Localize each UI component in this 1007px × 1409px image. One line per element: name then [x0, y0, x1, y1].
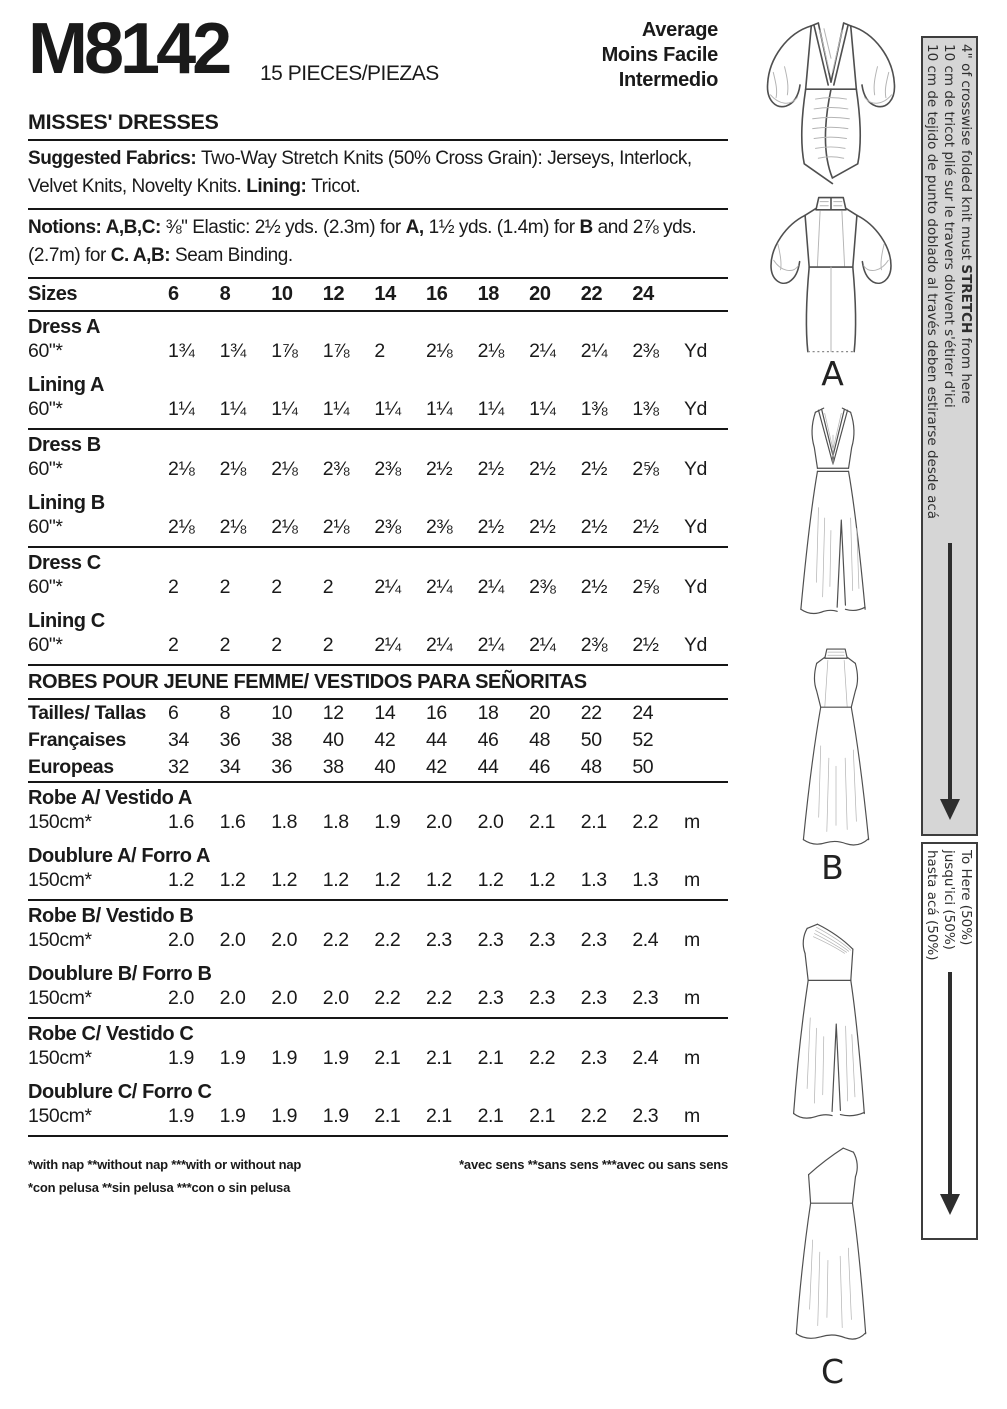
stretch-line-fr: 10 cm de tricot plié sur le travers doivent s'étirer d'ici — [940, 44, 957, 408]
table-cell: 42 — [374, 729, 396, 751]
table-cell: 2.0 — [168, 987, 194, 1009]
table-cell: 6 — [168, 283, 179, 305]
table-cell: 2 — [168, 634, 179, 656]
table-cell: 16 — [425, 702, 447, 724]
garment-name: Doublure B/ Forro B — [28, 963, 212, 985]
table-cell: 2¼ — [425, 634, 453, 656]
table-cell: 2½ — [632, 516, 659, 538]
table-cell: 2.3 — [632, 1105, 659, 1127]
table-cell: 2.1 — [425, 1047, 452, 1069]
table-cell: 2¼ — [580, 340, 608, 362]
table-cell: 2.3 — [529, 929, 556, 951]
table-cell: 2⅛ — [219, 458, 246, 480]
table-cell: 2.2 — [632, 811, 659, 833]
row-label: Sizes — [28, 283, 78, 305]
dress-c-back-illustration — [784, 1142, 878, 1346]
yardage-table — [28, 277, 728, 666]
table-cell: 48 — [580, 756, 602, 778]
table-cell: 1.2 — [271, 869, 298, 891]
garment-name: Robe C/ Vestido C — [28, 1023, 194, 1045]
table-cell: 2½ — [529, 458, 556, 480]
row-label: 60"* — [28, 634, 63, 656]
metric-section-title: ROBES POUR JEUNE FEMME/ VESTIDOS PARA SEÑORITAS — [28, 666, 728, 700]
header — [28, 9, 728, 108]
table-cell: 40 — [374, 756, 396, 778]
table-cell: 50 — [580, 729, 602, 751]
table-row — [28, 339, 728, 370]
row-label: Françaises — [28, 729, 126, 751]
pattern-number: M8142 — [28, 9, 229, 89]
garment-name: Dress C — [28, 552, 101, 574]
table-cell: 2.0 — [271, 929, 298, 951]
row-label: Tailles/ Tallas — [28, 702, 146, 724]
table-cell: 1.8 — [271, 811, 298, 833]
table-cell: 20 — [529, 283, 551, 305]
table-row — [28, 810, 728, 841]
row-label: 150cm* — [28, 1105, 92, 1127]
unit-cell: Yd — [683, 398, 707, 420]
table-cell: 20 — [529, 702, 551, 724]
yardage-group — [28, 901, 728, 1019]
table-cell: 2⅛ — [168, 516, 195, 538]
table-cell: 1.8 — [322, 811, 349, 833]
stretch-line-en: 4" of crosswise folded knit must STRETCH from here — [958, 44, 974, 404]
table-cell: 50 — [632, 756, 654, 778]
table-cell: 2⅜ — [529, 576, 556, 598]
dress-b-back-illustration — [790, 644, 882, 858]
table-cell: 2 — [374, 340, 385, 362]
table-cell: 2⅛ — [477, 340, 504, 362]
unit-cell: Yd — [683, 576, 707, 598]
table-cell: 2½ — [425, 458, 453, 480]
table-row — [28, 1046, 728, 1077]
table-cell: 2.2 — [374, 929, 401, 951]
table-cell: 2½ — [580, 576, 608, 598]
unit-cell: m — [683, 987, 700, 1009]
table-cell: 1¼ — [477, 398, 504, 420]
table-cell: 2 — [219, 634, 231, 656]
table-cell: 1¼ — [529, 398, 556, 420]
table-cell: 2.2 — [322, 929, 349, 951]
table-row — [28, 986, 728, 1017]
table-cell: 42 — [425, 756, 447, 778]
table-cell: 36 — [219, 729, 241, 751]
table-cell: 2⅜ — [374, 516, 401, 538]
table-cell: 1.9 — [322, 1047, 349, 1069]
table-cell: 2.0 — [322, 987, 349, 1009]
table-cell: 2¼ — [374, 634, 401, 656]
table-cell: 34 — [168, 729, 189, 751]
table-cell: 1⅞ — [322, 340, 350, 362]
garment-name: Robe A/ Vestido A — [28, 787, 192, 809]
table-cell: 2¼ — [374, 576, 401, 598]
table-cell: 2⅝ — [632, 576, 659, 598]
table-cell: 2⅜ — [322, 458, 350, 480]
table-cell: 2.3 — [477, 929, 504, 951]
table-cell: 1⅞ — [271, 340, 298, 362]
dress-a-back-illustration — [756, 192, 906, 364]
unit-cell: Yd — [683, 634, 707, 656]
yardage-group — [28, 312, 728, 430]
row-label: 150cm* — [28, 1047, 92, 1069]
table-cell: 2¼ — [477, 576, 504, 598]
garment-name: Doublure C/ Forro C — [28, 1081, 212, 1103]
to-here-es: hasta acá (50%) — [923, 850, 940, 961]
table-cell: 24 — [632, 702, 654, 724]
metric-yardage-table — [28, 783, 728, 1137]
garment-name: Doublure A/ Forro A — [28, 845, 211, 867]
table-cell: 1⅜ — [580, 398, 608, 420]
table-row — [28, 457, 728, 488]
table-cell: 1¼ — [425, 398, 453, 420]
table-cell: 2.0 — [477, 811, 504, 833]
table-cell: 2.2 — [425, 987, 452, 1009]
table-cell: 1¾ — [168, 340, 195, 362]
main-column — [28, 0, 728, 1199]
suggested-fabrics-text: Suggested Fabrics: Two-Way Stretch Knits (50% Cross Grain): Jerseys, Interlock, Velvet Knits, Novelty Knits. Lining: Tricot. — [28, 148, 692, 197]
difficulty-block — [602, 18, 718, 93]
table-cell: 22 — [580, 702, 602, 724]
yardage-group — [28, 1019, 728, 1137]
table-row — [28, 928, 728, 959]
table-cell: 38 — [271, 729, 293, 751]
table-cell: 2.1 — [529, 811, 556, 833]
table-cell: 2¼ — [425, 576, 453, 598]
table-cell: 14 — [374, 283, 396, 305]
difficulty-en: Average — [641, 19, 718, 41]
table-row — [28, 727, 728, 754]
table-cell: 2.1 — [374, 1105, 401, 1127]
unit-cell: m — [683, 1105, 700, 1127]
table-cell: 2 — [219, 576, 231, 598]
table-cell: 2½ — [580, 516, 608, 538]
table-cell: 1.2 — [374, 869, 401, 891]
table-cell: 2⅛ — [168, 458, 195, 480]
row-label: 60"* — [28, 458, 63, 480]
table-cell: 2⅛ — [271, 458, 298, 480]
table-cell: 2.3 — [529, 987, 556, 1009]
table-cell: 44 — [477, 756, 499, 778]
table-row — [28, 575, 728, 606]
table-cell: 2.3 — [632, 987, 659, 1009]
to-here-gauge-box — [921, 842, 978, 1240]
table-cell: 2.3 — [580, 987, 607, 1009]
row-label: 150cm* — [28, 811, 92, 833]
table-cell: 1.9 — [322, 1105, 349, 1127]
table-cell: 10 — [271, 283, 293, 305]
table-cell: 24 — [632, 283, 654, 305]
table-cell: 1.9 — [219, 1105, 246, 1127]
to-here-fr: jusqu'ici (50%) — [940, 850, 957, 950]
unit-cell: m — [683, 869, 700, 891]
table-cell: 2½ — [477, 458, 504, 480]
table-cell: 2 — [322, 634, 334, 656]
row-label: 60"* — [28, 576, 63, 598]
footnotes — [28, 1153, 728, 1199]
table-cell: 2⅜ — [580, 634, 608, 656]
table-cell: 52 — [632, 729, 654, 751]
table-cell: 36 — [271, 756, 293, 778]
table-cell: 18 — [477, 283, 500, 305]
table-cell: 1.9 — [219, 1047, 246, 1069]
table-cell: 34 — [219, 756, 241, 778]
table-cell: 1.2 — [168, 869, 194, 891]
table-cell: 1⅜ — [632, 398, 659, 420]
table-cell: 2⅜ — [425, 516, 453, 538]
table-cell: 2.0 — [168, 929, 194, 951]
table-row — [28, 633, 728, 664]
table-cell: 1¼ — [374, 398, 401, 420]
footnote-fr: *avec sens **sans sens ***avec ou sans sens — [459, 1157, 728, 1172]
table-cell: 2.3 — [477, 987, 504, 1009]
table-cell: 2½ — [580, 458, 608, 480]
dress-b-front-illustration — [786, 404, 880, 630]
metric-sizes-group — [28, 700, 728, 783]
table-cell: 1¼ — [271, 398, 298, 420]
footnote-es: *con pelusa **sin pelusa ***con o sin pelusa — [28, 1180, 291, 1195]
table-cell: 1.9 — [168, 1047, 194, 1069]
view-c-label: C — [820, 1352, 845, 1391]
table-row — [28, 515, 728, 546]
unit-cell: m — [683, 1047, 700, 1069]
table-cell: 2⅜ — [632, 340, 659, 362]
table-cell: 2.4 — [632, 1047, 659, 1069]
table-cell: 12 — [322, 702, 344, 724]
garment-name: Lining B — [28, 492, 105, 514]
table-cell: 46 — [477, 729, 499, 751]
garment-name: Lining C — [28, 610, 105, 632]
table-cell: 38 — [322, 756, 344, 778]
unit-cell: m — [683, 811, 700, 833]
table-cell: 8 — [219, 283, 231, 305]
stretch-line-es: 10 cm de tejido de punto doblado al través deben estirarse desde acá — [923, 44, 940, 520]
table-row — [28, 700, 728, 727]
footnote-en: *with nap **without nap ***with or without nap — [28, 1157, 302, 1172]
table-cell: 32 — [168, 756, 189, 778]
garment-name: Robe B/ Vestido B — [28, 905, 194, 927]
pieces-count: 15 PIECES/PIEZAS — [260, 62, 439, 85]
unit-cell: m — [683, 929, 700, 951]
table-cell: 2.3 — [425, 929, 452, 951]
table-cell: 2¼ — [477, 634, 504, 656]
table-cell: 2½ — [632, 634, 659, 656]
table-cell: 2.0 — [219, 929, 246, 951]
table-cell: 1¼ — [219, 398, 246, 420]
table-cell: 48 — [529, 729, 551, 751]
table-cell: 2.2 — [374, 987, 401, 1009]
table-cell: 1.2 — [529, 869, 556, 891]
table-cell: 2.1 — [477, 1105, 504, 1127]
to-here-text — [922, 850, 974, 961]
table-cell: 1.2 — [322, 869, 349, 891]
table-cell: 2.0 — [219, 987, 246, 1009]
table-cell: 8 — [219, 702, 231, 724]
table-row — [28, 277, 728, 312]
table-cell: 2.1 — [477, 1047, 504, 1069]
dress-a-front-illustration — [752, 16, 910, 192]
table-cell: 2.2 — [580, 1105, 607, 1127]
table-cell: 2.4 — [632, 929, 659, 951]
table-cell: 16 — [425, 283, 448, 305]
to-here-en: To Here (50%) — [958, 850, 974, 946]
table-cell: 2⅛ — [219, 516, 246, 538]
table-cell: 1.3 — [580, 869, 607, 891]
table-cell: 2.1 — [580, 811, 607, 833]
table-cell: 2.0 — [271, 987, 298, 1009]
to-here-arrow-icon — [948, 972, 952, 1204]
table-cell: 2 — [271, 634, 282, 656]
row-label: 60"* — [28, 398, 63, 420]
row-label: 150cm* — [28, 987, 92, 1009]
yardage-group — [28, 548, 728, 666]
table-cell: 2⅜ — [374, 458, 401, 480]
table-row — [28, 754, 728, 781]
table-cell: 2.2 — [529, 1047, 556, 1069]
table-cell: 14 — [374, 702, 396, 724]
table-cell: 1.9 — [271, 1105, 298, 1127]
table-row — [28, 868, 728, 899]
row-label: Europeas — [28, 756, 114, 778]
table-cell: 2.3 — [580, 929, 607, 951]
garment-name: Lining A — [28, 374, 105, 396]
row-label: 60"* — [28, 516, 63, 538]
table-cell: 2 — [168, 576, 179, 598]
table-cell: 2½ — [529, 516, 556, 538]
table-cell: 1.3 — [632, 869, 659, 891]
table-cell: 2.0 — [425, 811, 452, 833]
table-row — [28, 397, 728, 428]
table-cell: 46 — [529, 756, 551, 778]
table-cell: 1.2 — [425, 869, 452, 891]
view-a-label: A — [821, 354, 844, 393]
row-label: 150cm* — [28, 929, 92, 951]
table-cell: 1.9 — [374, 811, 401, 833]
table-cell: 2¼ — [529, 340, 556, 362]
unit-cell: Yd — [683, 516, 707, 538]
difficulty-es: Intermedio — [618, 69, 718, 91]
table-cell: 1.2 — [477, 869, 504, 891]
table-row — [28, 1104, 728, 1135]
table-cell: 18 — [477, 702, 499, 724]
table-cell: 2½ — [477, 516, 504, 538]
notions-text: Notions: A,B,C: ⅜" Elastic: 2½ yds. (2.3m) for A, 1½ yds. (1.4m) for B and 2⅞ yds. (2.7m) for C. A,B: Seam Binding. — [28, 217, 697, 266]
table-cell: 10 — [271, 702, 293, 724]
stretch-gauge-text — [922, 44, 974, 519]
table-cell: 2.3 — [580, 1047, 607, 1069]
row-label: 150cm* — [28, 869, 92, 891]
table-cell: 1¼ — [322, 398, 350, 420]
table-cell: 40 — [322, 729, 344, 751]
table-cell: 1¾ — [219, 340, 246, 362]
table-cell: 2⅛ — [425, 340, 453, 362]
row-label: 60"* — [28, 340, 63, 362]
view-b-label: B — [821, 848, 844, 887]
table-cell: 2⅝ — [632, 458, 659, 480]
footnotes-left — [28, 1153, 301, 1199]
table-cell: 2.1 — [425, 1105, 452, 1127]
table-cell: 2⅛ — [271, 516, 298, 538]
unit-cell: Yd — [683, 340, 707, 362]
difficulty-fr: Moins Facile — [601, 44, 718, 66]
table-cell: 1.9 — [271, 1047, 298, 1069]
garment-name: Dress A — [28, 316, 101, 338]
garment-name: Dress B — [28, 434, 101, 456]
table-cell: 2¼ — [529, 634, 556, 656]
table-cell: 22 — [580, 283, 603, 305]
table-cell: 2 — [271, 576, 282, 598]
table-cell: 2.1 — [529, 1105, 556, 1127]
yardage-group — [28, 430, 728, 548]
table-cell: 2 — [322, 576, 334, 598]
metric-size-table — [28, 700, 728, 783]
table-cell: 1.6 — [168, 811, 194, 833]
table-cell: 2⅛ — [322, 516, 350, 538]
yardage-group — [28, 783, 728, 901]
dress-c-front-illustration — [782, 918, 878, 1126]
stretch-arrow-icon — [948, 543, 952, 809]
table-cell: 44 — [425, 729, 447, 751]
stretch-gauge-box — [921, 36, 978, 836]
table-cell: 1¼ — [168, 398, 195, 420]
table-cell: 1.6 — [219, 811, 246, 833]
table-cell: 12 — [322, 283, 345, 305]
table-cell: 2.1 — [374, 1047, 401, 1069]
table-cell: 6 — [168, 702, 179, 724]
table-cell: 1.2 — [219, 869, 246, 891]
unit-cell: Yd — [683, 458, 707, 480]
category-title: MISSES' DRESSES — [28, 110, 219, 134]
table-cell: 1.9 — [168, 1105, 194, 1127]
